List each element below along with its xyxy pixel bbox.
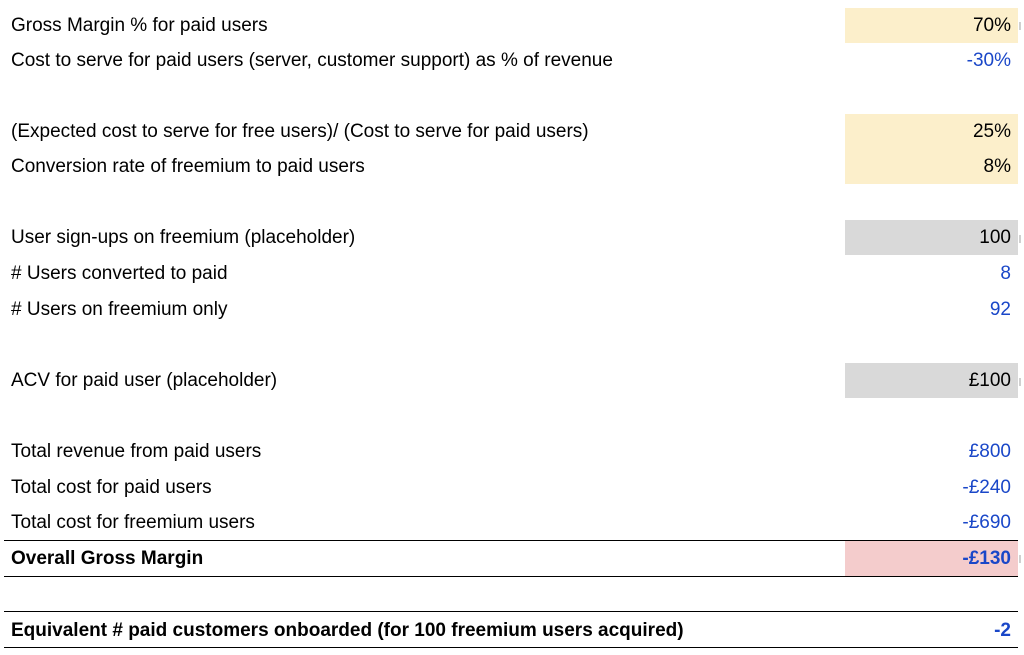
row-gross-margin-paid xyxy=(0,8,1018,43)
row-label: # Users on freemium only xyxy=(11,299,228,320)
row-users-freemium-only xyxy=(0,292,1018,327)
row-label: Conversion rate of freemium to paid users xyxy=(11,156,365,177)
row-label: (Expected cost to serve for free users)/ (Cost to serve for paid users) xyxy=(11,121,589,142)
row-total-revenue-paid xyxy=(0,434,1018,469)
row-label: User sign-ups on freemium (placeholder) xyxy=(11,227,356,248)
row-acv-paid-user xyxy=(0,363,1018,398)
row-label: # Users converted to paid xyxy=(11,263,228,284)
divider-top-equivalent-customers xyxy=(4,611,1018,612)
value-cell[interactable]: -£130 xyxy=(845,541,1018,576)
divider-bottom-overall-margin xyxy=(4,576,1018,577)
row-overall-gross-margin xyxy=(0,541,1018,576)
value-cell[interactable]: -£240 xyxy=(962,477,1011,498)
row-total-cost-paid xyxy=(0,470,1018,505)
divider-bottom-equivalent-customers xyxy=(4,647,1018,648)
value-cell[interactable]: 70% xyxy=(845,8,1018,43)
row-users-converted xyxy=(0,256,1018,291)
row-label: Equivalent # paid customers onboarded (for 100 freemium users acquired) xyxy=(11,620,684,641)
value-cell[interactable]: -£690 xyxy=(962,512,1011,533)
value-cell[interactable]: 8% xyxy=(845,149,1018,184)
row-cost-to-serve-paid xyxy=(0,43,1018,78)
row-equivalent-paid-customers xyxy=(0,613,1018,648)
column-edge-marker xyxy=(1019,235,1021,243)
column-edge-marker xyxy=(1019,22,1021,30)
value-cell[interactable]: £100 xyxy=(845,363,1018,398)
value-cell[interactable]: £800 xyxy=(968,441,1011,462)
row-label: Overall Gross Margin xyxy=(11,548,204,569)
row-label: Gross Margin % for paid users xyxy=(11,15,268,36)
column-edge-marker xyxy=(1019,378,1021,386)
row-freemium-signups xyxy=(0,220,1018,255)
value-cell[interactable]: 25% xyxy=(845,114,1018,149)
row-label: Cost to serve for paid users (server, customer support) as % of revenue xyxy=(11,50,613,71)
value-cell[interactable]: 100 xyxy=(845,220,1018,255)
row-label: ACV for paid user (placeholder) xyxy=(11,370,278,391)
value-cell[interactable]: -2 xyxy=(994,620,1011,641)
row-free-vs-paid-cost-ratio xyxy=(0,114,1018,149)
value-cell[interactable]: 8 xyxy=(1000,263,1011,284)
value-cell[interactable]: 92 xyxy=(989,299,1011,320)
row-label: Total revenue from paid users xyxy=(11,441,262,462)
value-cell[interactable]: -30% xyxy=(966,50,1011,71)
row-label: Total cost for paid users xyxy=(11,477,212,498)
column-edge-marker xyxy=(1019,555,1021,563)
row-label: Total cost for freemium users xyxy=(11,512,255,533)
row-conversion-rate xyxy=(0,149,1018,184)
row-total-cost-freemium xyxy=(0,505,1018,540)
